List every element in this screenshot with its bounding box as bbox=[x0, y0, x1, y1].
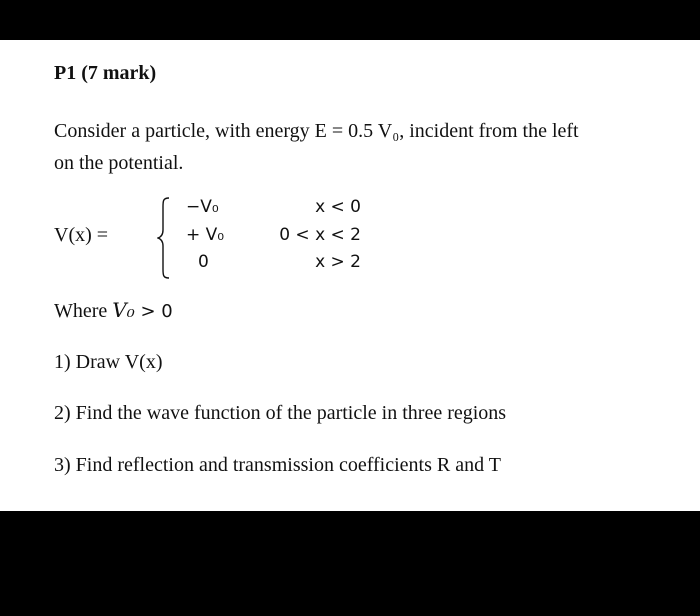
document-page bbox=[0, 40, 700, 511]
problem-title bbox=[54, 62, 156, 85]
problem-label: P1 bbox=[54, 62, 77, 84]
top-black-bar bbox=[0, 0, 700, 40]
condition-statement bbox=[54, 298, 173, 323]
case-1-condition: x < 0 bbox=[315, 197, 361, 217]
question-2: 2) Find the wave function of the particle in three regions bbox=[54, 402, 507, 424]
where-label: Where bbox=[54, 300, 108, 322]
left-brace-icon bbox=[157, 197, 171, 279]
intro-line-1: Consider a particle, with energy E = 0.5 V₀, incident from the left bbox=[54, 120, 579, 142]
case-3-value: 0 bbox=[198, 252, 209, 272]
intro-line-2: on the potential. bbox=[54, 152, 184, 174]
where-inequality: > 0 bbox=[134, 301, 173, 322]
case-2-value: + V₀ bbox=[186, 225, 225, 245]
bottom-black-bar bbox=[0, 511, 700, 616]
case-1-value: −V₀ bbox=[186, 197, 219, 217]
case-3-condition: x > 2 bbox=[315, 252, 361, 272]
where-symbol: V₀ bbox=[112, 298, 135, 322]
potential-equation bbox=[54, 193, 374, 283]
problem-marks: (7 mark) bbox=[81, 62, 157, 84]
equation-lhs: V(x) = bbox=[54, 224, 109, 246]
question-1: 1) Draw V(x) bbox=[54, 351, 163, 373]
question-3: 3) Find reflection and transmission coefficients R and T bbox=[54, 454, 501, 476]
problem-intro bbox=[54, 115, 674, 179]
case-2-condition: 0 < x < 2 bbox=[279, 225, 361, 245]
